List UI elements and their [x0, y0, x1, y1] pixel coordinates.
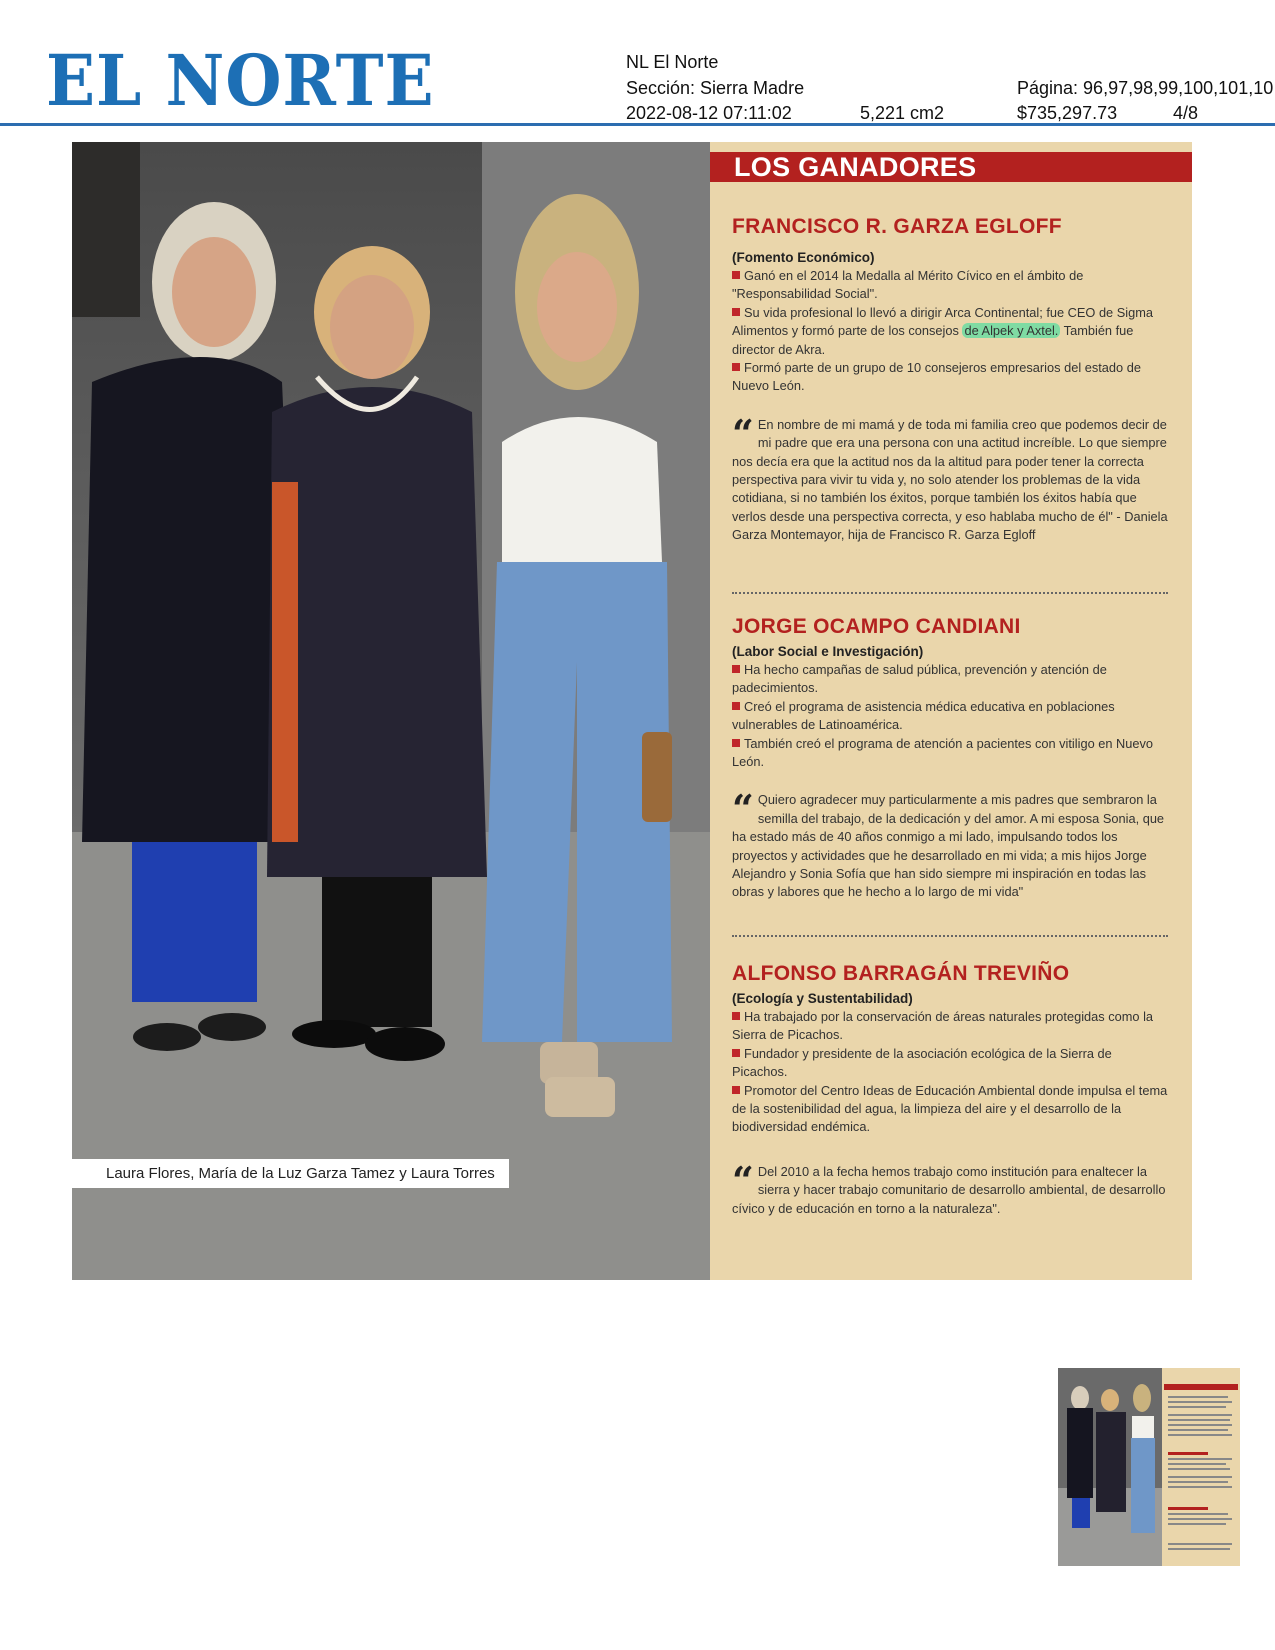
quote-mark-icon: “: [732, 786, 754, 832]
bullet-text: Formó parte de un grupo de 10 consejeros empresarios del estado de Nuevo León.: [732, 360, 1141, 394]
ad-value: $735,297.73: [1017, 103, 1118, 123]
bullet-item: [732, 735, 1168, 772]
header-divider: [0, 123, 1275, 126]
bullet-square-icon: [732, 271, 740, 279]
person-center: [267, 246, 487, 1061]
winners-article: [710, 142, 1192, 1280]
publication-name: NL El Norte: [626, 52, 719, 72]
winner-name: FRANCISCO R. GARZA EGLOFF: [732, 215, 1062, 238]
quote-text: Del 2010 a la fecha hemos trabajo como institución para enaltecer la sierra y hacer trabajo comunitario de desarrollo ambiental, de desarrollo cívico y de educación en torno a la naturaleza".: [732, 1163, 1166, 1216]
winner-name: ALFONSO BARRAGÁN TREVIÑO: [732, 962, 1070, 985]
people-illustration: [72, 142, 710, 1280]
bullet-text: Ha trabajado por la conservación de áreas naturales protegidas como la Sierra de Picachos.: [732, 1009, 1154, 1043]
bullet-square-icon: [732, 363, 740, 371]
quote-mark-icon: “: [732, 410, 754, 456]
winner-section-2: [732, 615, 1168, 902]
bullet-item: [732, 267, 1168, 304]
winner-category: (Labor Social e Investigación): [732, 644, 924, 659]
quote-text: En nombre de mi mamá y de toda mi familia creo que podemos decir de mi padre que era una persona con una actitud increíble. Lo que siempre nos decía era que la actitud nos da la altitud para poder tener la correcta perspectiva para vivir tu vida y, no solo atender los problemas de la vida cotidiana, si no también los éxitos, porque también los éxitos había que verlos desde una perspectiva correcta, y eso hablaba mucho de él" - Daniela Garza Montemayor, hija de Francisco R. Garza Egloff: [732, 416, 1168, 543]
section-divider: [732, 935, 1168, 937]
bullet-square-icon: [732, 702, 740, 710]
quote-mark-icon: “: [732, 1157, 754, 1203]
winner-section-1: [732, 215, 1168, 545]
el-norte-logo: EL NORTE: [46, 39, 435, 122]
bullet-item: [732, 1045, 1168, 1082]
bullet-item: [732, 1082, 1168, 1137]
publication-datetime: 2022-08-12 07:11:02: [626, 103, 792, 123]
person-left: [82, 202, 302, 1051]
section-divider: [732, 592, 1168, 594]
quote-text: Quiero agradecer muy particularmente a mis padres que sembraron la semilla del trabajo, de la dedicación y del amor. A mi esposa Sonia, que ha estado más de 40 años conmigo a mi lado, impulsando todos los proyectos y actividades que he desarrollado en mi vida; a mis hijos Jorge Alejandro y Sonia Sofía que han sido siempre mi inspiración en todas las obras y labores que he hecho a lo largo de mi vida": [732, 792, 1165, 900]
section-label: Sección: Sierra Madre: [626, 78, 805, 98]
bullet-text: Ha hecho campañas de salud pública, prevención y atención de padecimientos.: [732, 662, 1107, 696]
section-banner: LOS GANADORES: [710, 152, 1192, 182]
bullet-square-icon: [732, 1049, 740, 1057]
highlighted-text: de Alpek y Axtel.: [964, 323, 1059, 339]
page-index: 4/8: [1173, 103, 1199, 123]
bullet-text: Su vida profesional lo llevó a dirigir Arca Continental; fue CEO de Sigma Alimentos y formó parte de los consejos: [732, 304, 1154, 339]
bullet-square-icon: [732, 665, 740, 673]
bullet-square-icon: [732, 1086, 740, 1094]
winner-quote: [732, 1157, 1168, 1218]
thumbnail-preview: [1058, 1368, 1240, 1566]
bullet-square-icon: [732, 1012, 740, 1020]
person-right: [482, 194, 672, 1117]
winner-category: (Fomento Económico): [732, 250, 875, 265]
bullet-text: También fue director de Akra.: [732, 323, 1134, 357]
photo-caption: Laura Flores, María de la Luz Garza Tamez y Laura Torres: [72, 1159, 509, 1188]
winner-category: (Ecología y Sustentabilidad): [732, 991, 913, 1006]
bullet-item: [732, 304, 1168, 359]
bullet-text: Creó el programa de asistencia médica educativa en poblaciones vulnerables de Latinoamérica.: [732, 698, 1115, 733]
bullet-square-icon: [732, 739, 740, 747]
bullet-item: [732, 698, 1168, 735]
winner-name: JORGE OCAMPO CANDIANI: [732, 615, 1021, 638]
bullet-square-icon: [732, 308, 740, 316]
bullet-text: Fundador y presidente de la asociación ecológica de la Sierra de Picachos.: [732, 1045, 1112, 1080]
winner-quote: [732, 786, 1168, 901]
bullet-item: [732, 1008, 1168, 1045]
bullet-text: También creó el programa de atención a pacientes con vitiligo en Nuevo León.: [732, 735, 1154, 770]
bullet-text: Promotor del Centro Ideas de Educación Ambiental donde impulsa el tema de la sostenibilidad del agua, la limpieza del aire y el desarrollo de la biodiversidad endémica.: [732, 1082, 1168, 1135]
bullet-item: [732, 661, 1168, 698]
winner-section-3: [732, 962, 1168, 1218]
bullet-item: [732, 359, 1168, 396]
winner-quote: [732, 410, 1168, 545]
area-size: 5,221 cm2: [860, 103, 945, 123]
page-numbers: Página: 96,97,98,99,100,101,10: [1017, 78, 1274, 98]
page-thumbnail[interactable]: [1058, 1368, 1240, 1566]
bullet-text: Ganó en el 2014 la Medalla al Mérito Cívico en el ámbito de "Responsabilidad Social".: [732, 268, 1084, 302]
group-photo: [72, 142, 710, 1280]
